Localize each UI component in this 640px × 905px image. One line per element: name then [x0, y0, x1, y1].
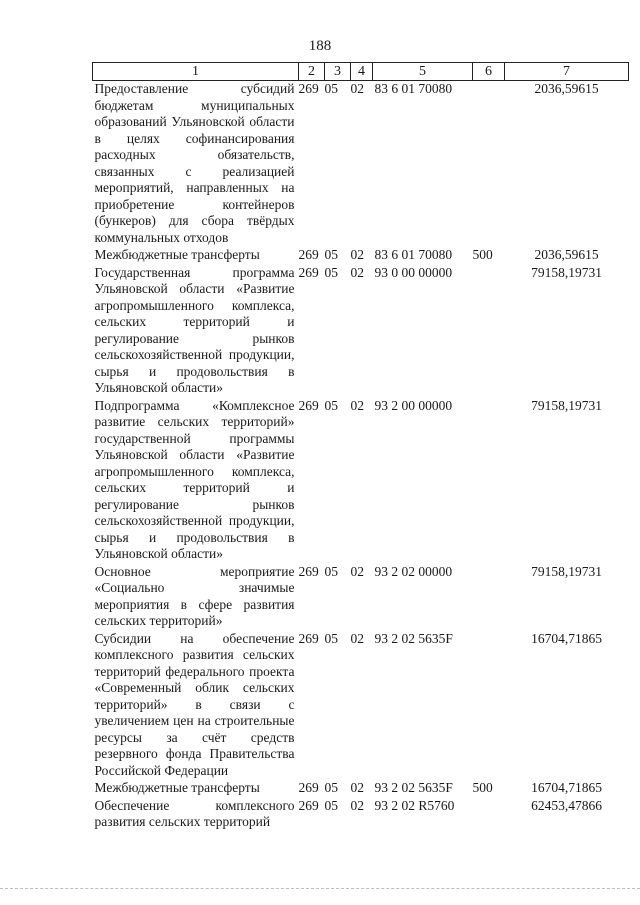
row-code-admin: 269: [298, 797, 319, 813]
row-code-section: 05: [324, 264, 338, 280]
header-col-7: 7: [505, 63, 629, 81]
row-code-admin: 269: [298, 264, 319, 280]
header-col-1: 1: [93, 63, 299, 81]
row-code-subsection: 02: [350, 81, 364, 96]
row-code-subsection: 02: [350, 780, 364, 795]
row-description: Подпрограмма «Комплексное развитие сельских территорий» государственной программы Ульяновской области «Развитие агропромышленного комплекса, сельских территорий и регулирование рынков сельскохозяйственной продукции, сырья и продовольствия в Ульяновской области»: [94, 397, 295, 561]
row-code-subsection: 02: [350, 247, 364, 262]
row-code-admin: 269: [298, 397, 319, 413]
row-description: Межбюджетные трансферты: [94, 780, 260, 795]
row-code-subsection: 02: [350, 797, 364, 813]
row-code-section: 05: [324, 780, 338, 795]
row-amount: 62453,47866: [531, 797, 602, 813]
row-code-expense-type: [473, 631, 505, 781]
row-code-section: 05: [324, 797, 338, 813]
row-code-section: 05: [324, 247, 338, 262]
table-body: [93, 81, 629, 832]
row-amount: 16704,71865: [531, 780, 602, 795]
row-description: Предоставление субсидий бюджетам муниципальных образований Ульяновской области в целях софинансирования расходных обязательств, связанных с реализацией мероприятий, направленных на приобретение контейнеров (бункеров) для сбора твёрдых коммунальных отходов: [94, 81, 295, 245]
page-number: 188: [308, 38, 332, 54]
row-description: Межбюджетные трансферты: [94, 247, 260, 262]
table-row: [93, 247, 629, 265]
row-code-target: 83 6 01 70080: [374, 247, 453, 262]
table-row: [93, 564, 629, 631]
row-code-expense-type: [473, 398, 505, 564]
row-code-section: 05: [324, 397, 338, 413]
row-code-subsection: 02: [350, 630, 364, 646]
row-description: Обеспечение комплексного развития сельских территорий: [94, 797, 295, 829]
table-row: [93, 398, 629, 564]
row-description: Основное мероприятие «Социально значимые мероприятия в сфере развития сельских территорий»: [94, 563, 295, 628]
table-row: [93, 265, 629, 398]
row-code-target: 93 0 00 00000: [374, 264, 453, 280]
row-code-admin: 269: [298, 563, 319, 579]
header-col-3: 3: [325, 63, 351, 81]
row-code-target: 83 6 01 70080: [374, 81, 453, 96]
row-amount: 79158,19731: [531, 397, 602, 413]
scan-edge-line: [0, 888, 640, 890]
row-description: Государственная программа Ульяновской области «Развитие агропромышленного комплекса, сельских территорий и регулирование рынков сельскохозяйственной продукции, сырья и продовольствия в Ульяновской области»: [94, 264, 295, 395]
table-row: [93, 631, 629, 781]
row-code-section: 05: [324, 81, 338, 96]
row-code-admin: 269: [298, 247, 319, 262]
row-code-target: 93 2 02 R5760: [374, 797, 455, 813]
row-code-section: 05: [324, 563, 338, 579]
row-amount: 79158,19731: [531, 563, 602, 579]
row-amount: 16704,71865: [531, 630, 602, 646]
row-code-subsection: 02: [350, 397, 364, 413]
row-code-target: 93 2 00 00000: [374, 397, 453, 413]
budget-table: [92, 62, 629, 832]
table-header: [93, 63, 629, 81]
row-code-expense-type: [473, 265, 505, 398]
header-row: [93, 63, 629, 81]
header-col-6: 6: [473, 63, 505, 81]
table-row: [93, 798, 629, 832]
row-amount: 2036,59615: [534, 247, 599, 262]
header-col-5: 5: [373, 63, 473, 81]
row-code-section: 05: [324, 630, 338, 646]
row-code-subsection: 02: [350, 264, 364, 280]
row-amount: 2036,59615: [534, 81, 599, 96]
header-col-4: 4: [351, 63, 373, 81]
table-row: [93, 81, 629, 248]
row-code-expense-type: 500: [472, 780, 493, 795]
row-description: Субсидии на обеспечение комплексного развития сельских территорий федерального проекта «Современный облик сельских территорий» в связи с увеличением цен на строительные ресурсы за счёт средств резервного фонда Правительства Российской Федерации: [94, 630, 295, 778]
row-code-admin: 269: [298, 630, 319, 646]
row-code-expense-type: [473, 81, 505, 248]
header-col-2: 2: [299, 63, 325, 81]
row-code-target: 93 2 02 5635F: [374, 780, 453, 795]
row-code-admin: 269: [298, 81, 319, 96]
row-code-expense-type: [473, 798, 505, 832]
row-code-admin: 269: [298, 780, 319, 795]
row-amount: 79158,19731: [531, 264, 602, 280]
row-code-subsection: 02: [350, 563, 364, 579]
row-code-target: 93 2 02 5635F: [374, 630, 453, 646]
row-code-expense-type: 500: [472, 247, 493, 262]
row-code-target: 93 2 02 00000: [374, 563, 453, 579]
table-row: [93, 780, 629, 798]
row-code-expense-type: [473, 564, 505, 631]
